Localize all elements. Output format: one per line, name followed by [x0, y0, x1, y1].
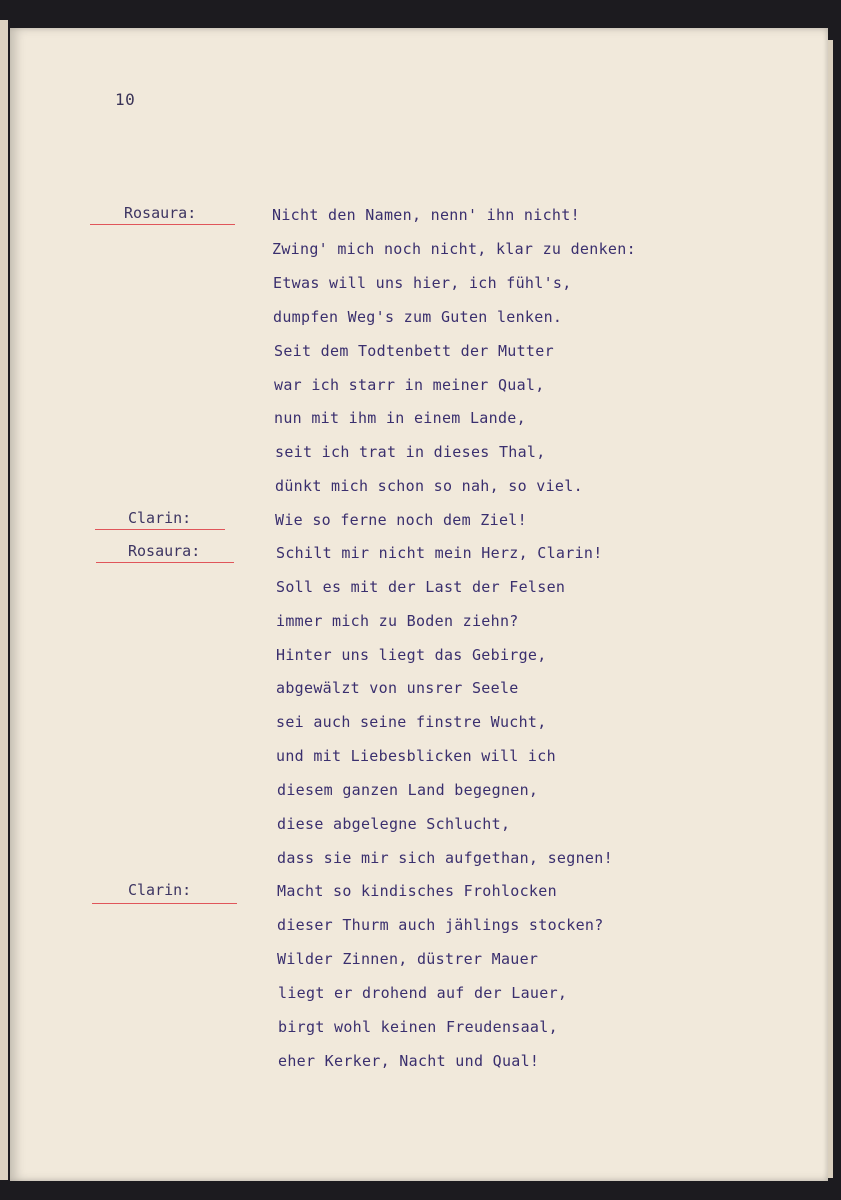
verse-line: diese abgelegne Schlucht,: [277, 815, 511, 833]
facing-page-edge: [0, 20, 8, 1180]
verse-line: Etwas will uns hier, ich fühl's,: [273, 274, 572, 292]
speaker-label: Rosaura:: [128, 542, 201, 560]
verse-line: seit ich trat in dieses Thal,: [275, 443, 546, 461]
verse-line: Macht so kindisches Frohlocken: [277, 882, 557, 900]
verse-line: dumpfen Weg's zum Guten lenken.: [273, 308, 563, 326]
verse-line: Hinter uns liegt das Gebirge,: [276, 646, 547, 664]
speaker-underline: [95, 529, 225, 530]
verse-line: diesem ganzen Land begegnen,: [277, 781, 539, 799]
page-number: 10: [115, 90, 136, 109]
verse-line: abgewälzt von unsrer Seele: [276, 679, 519, 697]
document-page: [10, 28, 828, 1181]
verse-line: nun mit ihm in einem Lande,: [274, 409, 526, 427]
verse-line: dass sie mir sich aufgethan, segnen!: [277, 849, 613, 867]
verse-line: dieser Thurm auch jählings stocken?: [277, 916, 604, 934]
verse-line: birgt wohl keinen Freudensaal,: [278, 1018, 558, 1036]
verse-line: Soll es mit der Last der Felsen: [276, 578, 566, 596]
verse-line: Schilt mir nicht mein Herz, Clarin!: [276, 544, 603, 562]
verse-line: und mit Liebesblicken will ich: [276, 747, 556, 765]
verse-line: Nicht den Namen, nenn' ihn nicht!: [272, 206, 580, 224]
speaker-underline: [92, 903, 237, 904]
verse-line: Wilder Zinnen, düstrer Mauer: [277, 950, 539, 968]
verse-line: immer mich zu Boden ziehn?: [276, 612, 519, 630]
verse-line: dünkt mich schon so nah, so viel.: [275, 477, 583, 495]
speaker-label: Clarin:: [128, 881, 192, 899]
verse-line: war ich starr in meiner Qual,: [274, 376, 545, 394]
verse-line: Wie so ferne noch dem Ziel!: [275, 511, 527, 529]
verse-line: eher Kerker, Nacht und Qual!: [278, 1052, 540, 1070]
verse-line: liegt er drohend auf der Lauer,: [278, 984, 568, 1002]
speaker-underline: [96, 562, 234, 563]
verse-line: Zwing' mich noch nicht, klar zu denken:: [272, 240, 636, 258]
speaker-label: Clarin:: [128, 509, 192, 527]
verse-line: sei auch seine finstre Wucht,: [276, 713, 547, 731]
speaker-label: Rosaura:: [124, 204, 197, 222]
verse-line: Seit dem Todtenbett der Mutter: [274, 342, 554, 360]
speaker-underline: [90, 224, 235, 225]
page-stack-edge: [828, 40, 833, 1178]
